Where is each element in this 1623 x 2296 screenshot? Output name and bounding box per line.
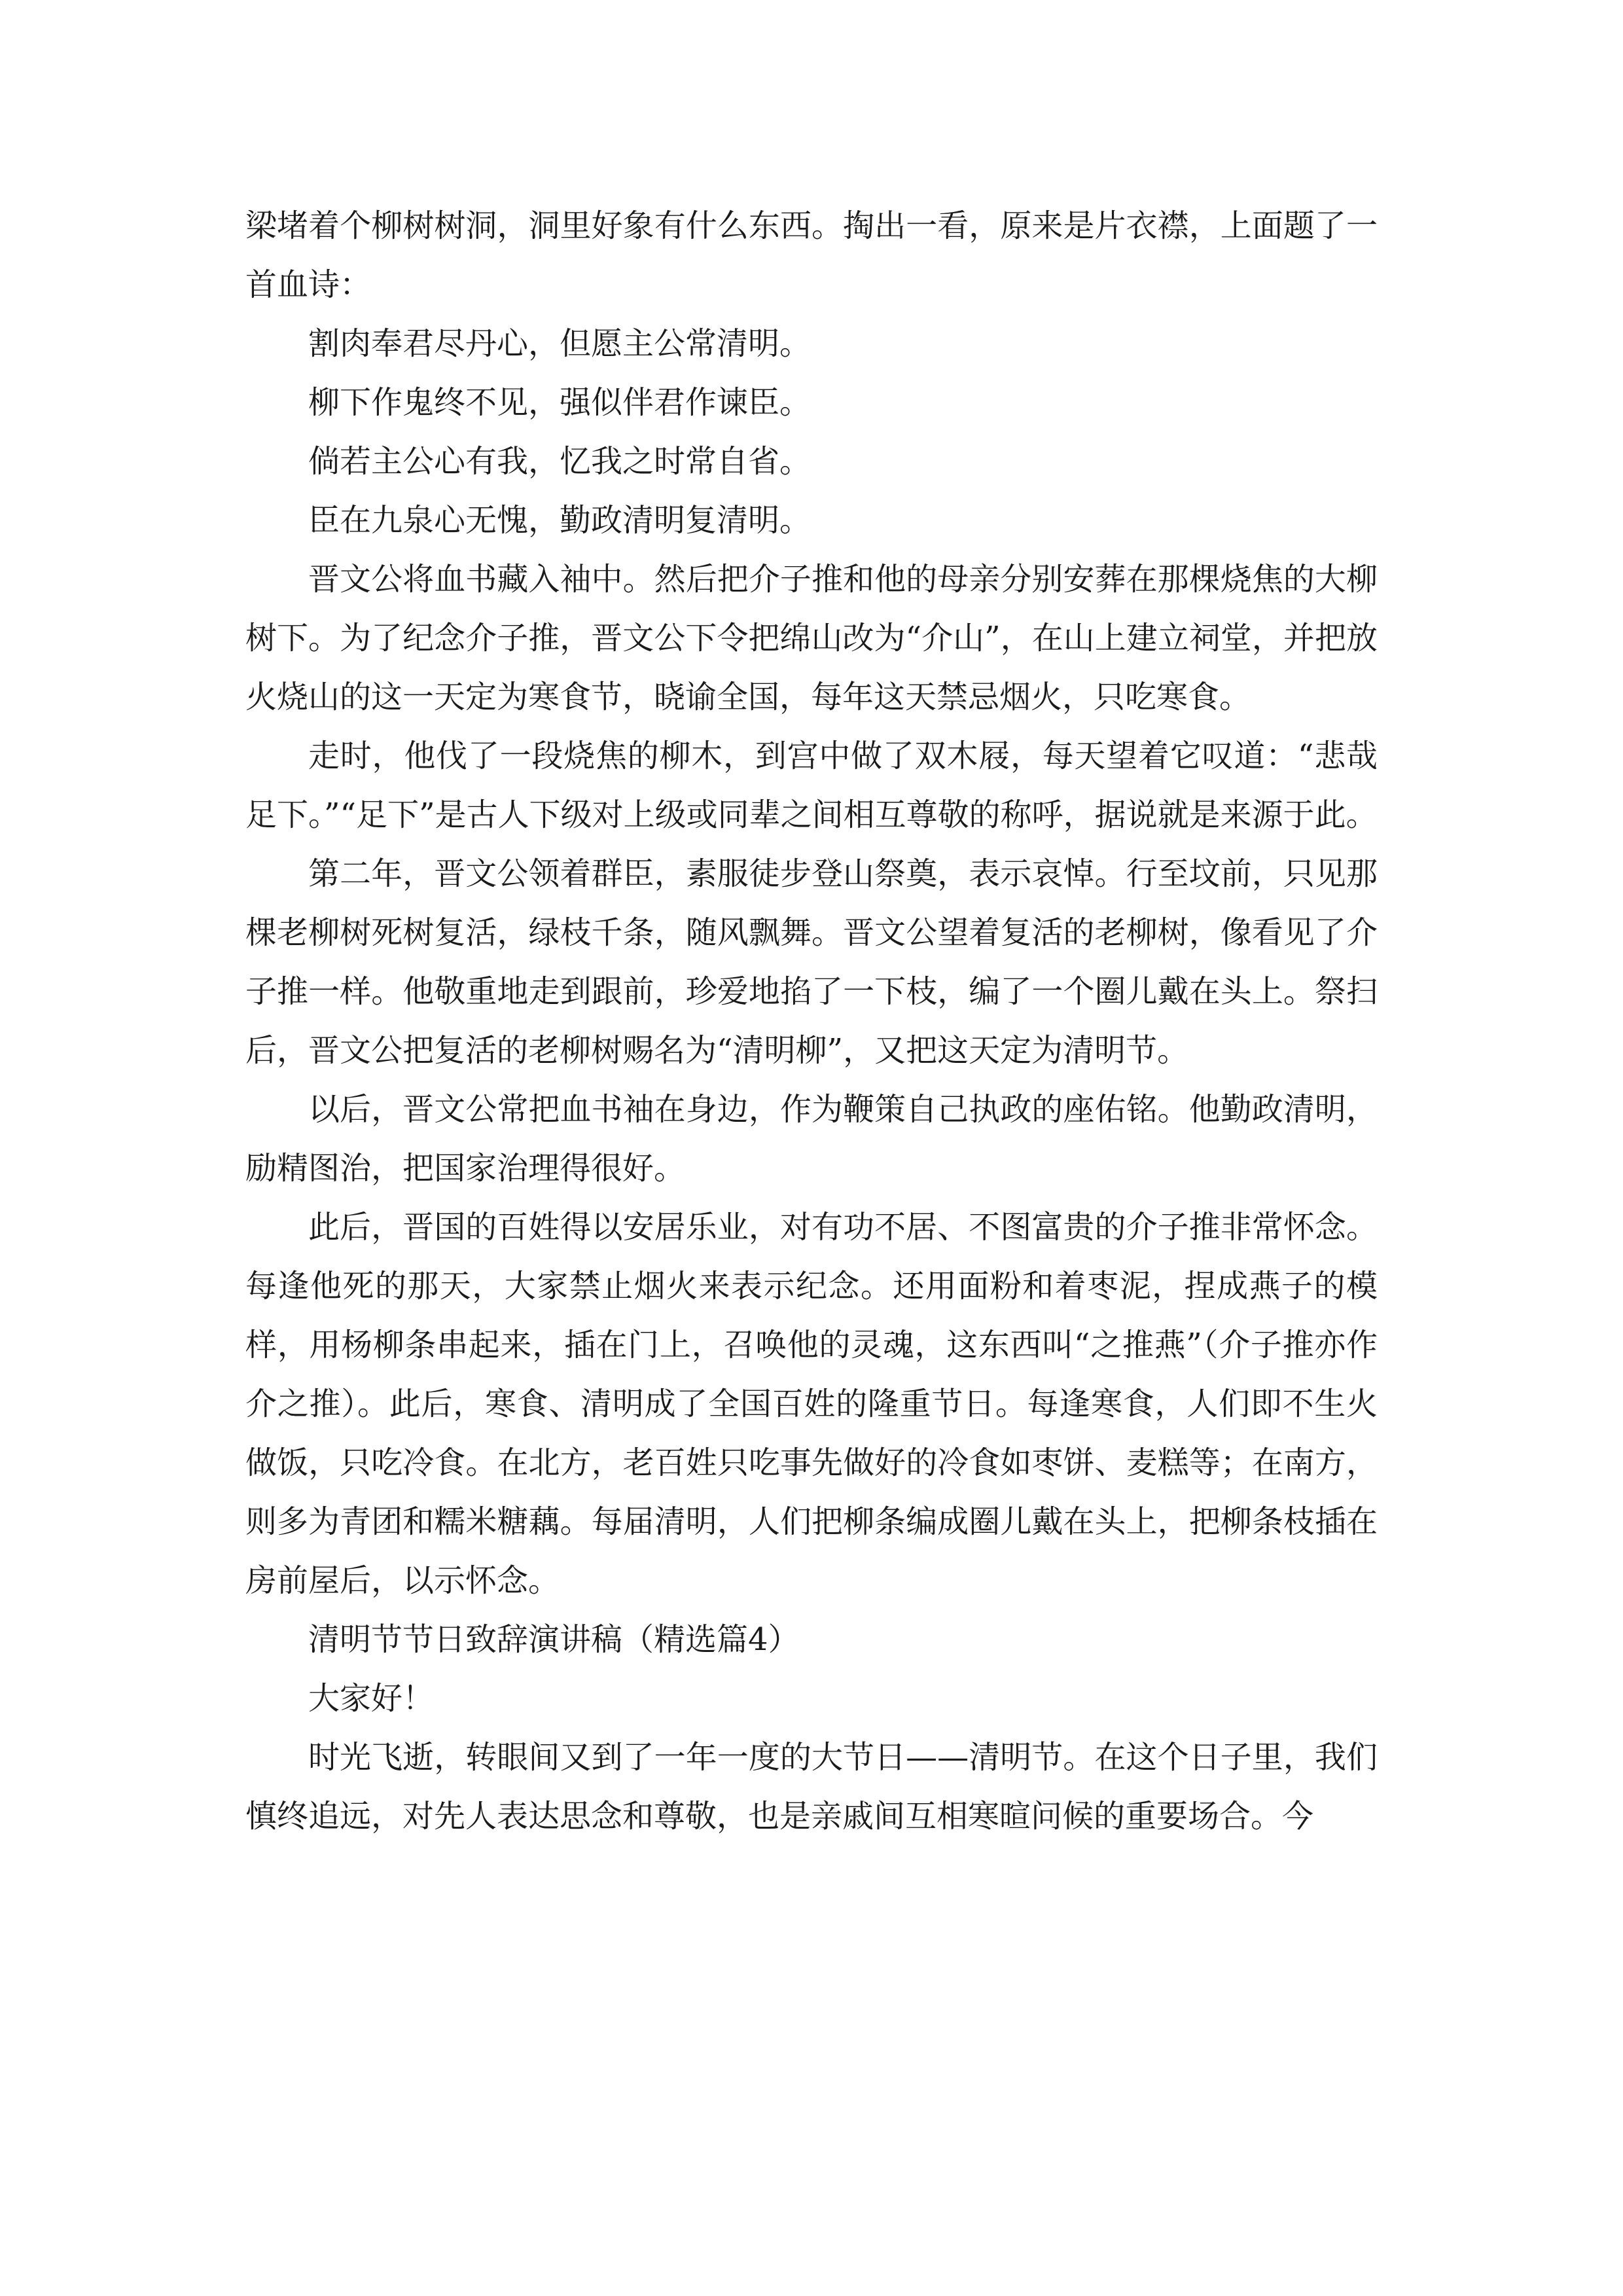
greeting: 大家好！ (308, 1680, 435, 1717)
paragraph-blood-poem-intro: 梁堵着个柳树树洞，洞里好象有什么东西。掏出一看，原来是片衣襟，上面题了一首血诗： (245, 207, 1378, 303)
paragraph-zuxia-origin: 走时，他伐了一段烧焦的柳木，到宫中做了双木屐，每天望着它叹道：“悲哉足下。”“足下”是古人下级对上级或同辈之间相互尊敬的称呼，据说就是来源于此。 (245, 738, 1378, 833)
poem-line-1: 割肉奉君尽丹心，但愿主公常清明。 (308, 325, 812, 362)
paragraph-diligent-rule: 以后，晋文公常把血书袖在身边，作为鞭策自己执政的座佑铭。他勤政清明，励精图治，把国家治理得很好。 (245, 1091, 1378, 1187)
poem-line-3: 倘若主公心有我，忆我之时常自省。 (308, 443, 812, 480)
document-body (245, 196, 1378, 1846)
poem-line-4: 臣在九泉心无愧，勤政清明复清明。 (308, 502, 812, 539)
poem-line-2: 柳下作鬼终不见，强似伴君作谏臣。 (308, 384, 812, 421)
paragraph-speech-opening: 时光飞逝，转眼间又到了一年一度的大节日——清明节。在这个日子里，我们慎终追远，对先人表达思念和尊敬，也是亲戚间互相寒暄问候的重要场合。今 (245, 1739, 1378, 1835)
paragraph-qingming-willow: 第二年，晋文公领着群臣，素服徒步登山祭奠，表示哀悼。行至坟前，只见那棵老柳树死树复活，绿枝千条，随风飘舞。晋文公望着复活的老柳树，像看见了介子推一样。他敬重地走到跟前，珍爱地掐了一下枝，编了一个圈儿戴在头上。祭扫后，晋文公把复活的老柳树赐名为“清明柳”，又把这天定为清明节。 (245, 855, 1378, 1069)
section-heading-speech-4: 清明节节日致辞演讲稿（精选篇4） (308, 1621, 800, 1658)
paragraph-hanshi-festival: 晋文公将血书藏入袖中。然后把介子推和他的母亲分别安葬在那棵烧焦的大柳树下。为了纪念介子推，晋文公下令把绵山改为“介山”，在山上建立祠堂，并把放火烧山的这一天定为寒食节，晓谕全国，每年这天禁忌烟火，只吃寒食。 (245, 561, 1378, 715)
paragraph-customs: 此后，晋国的百姓得以安居乐业，对有功不居、不图富贵的介子推非常怀念。每逢他死的那天，大家禁止烟火来表示纪念。还用面粉和着枣泥，捏成燕子的模样，用杨柳条串起来，插在门上，召唤他的灵魂，这东西叫“之推燕”（介子推亦作介之推）。此后，寒食、清明成了全国百姓的隆重节日。每逢寒食，人们即不生火做饭，只吃冷食。在北方，老百姓只吃事先做好的冷食如枣饼、麦糕等；在南方，则多为青团和糯米糖藕。每届清明，人们把柳条编成圈儿戴在头上，把柳条枝插在房前屋后，以示怀念。 (245, 1209, 1378, 1599)
